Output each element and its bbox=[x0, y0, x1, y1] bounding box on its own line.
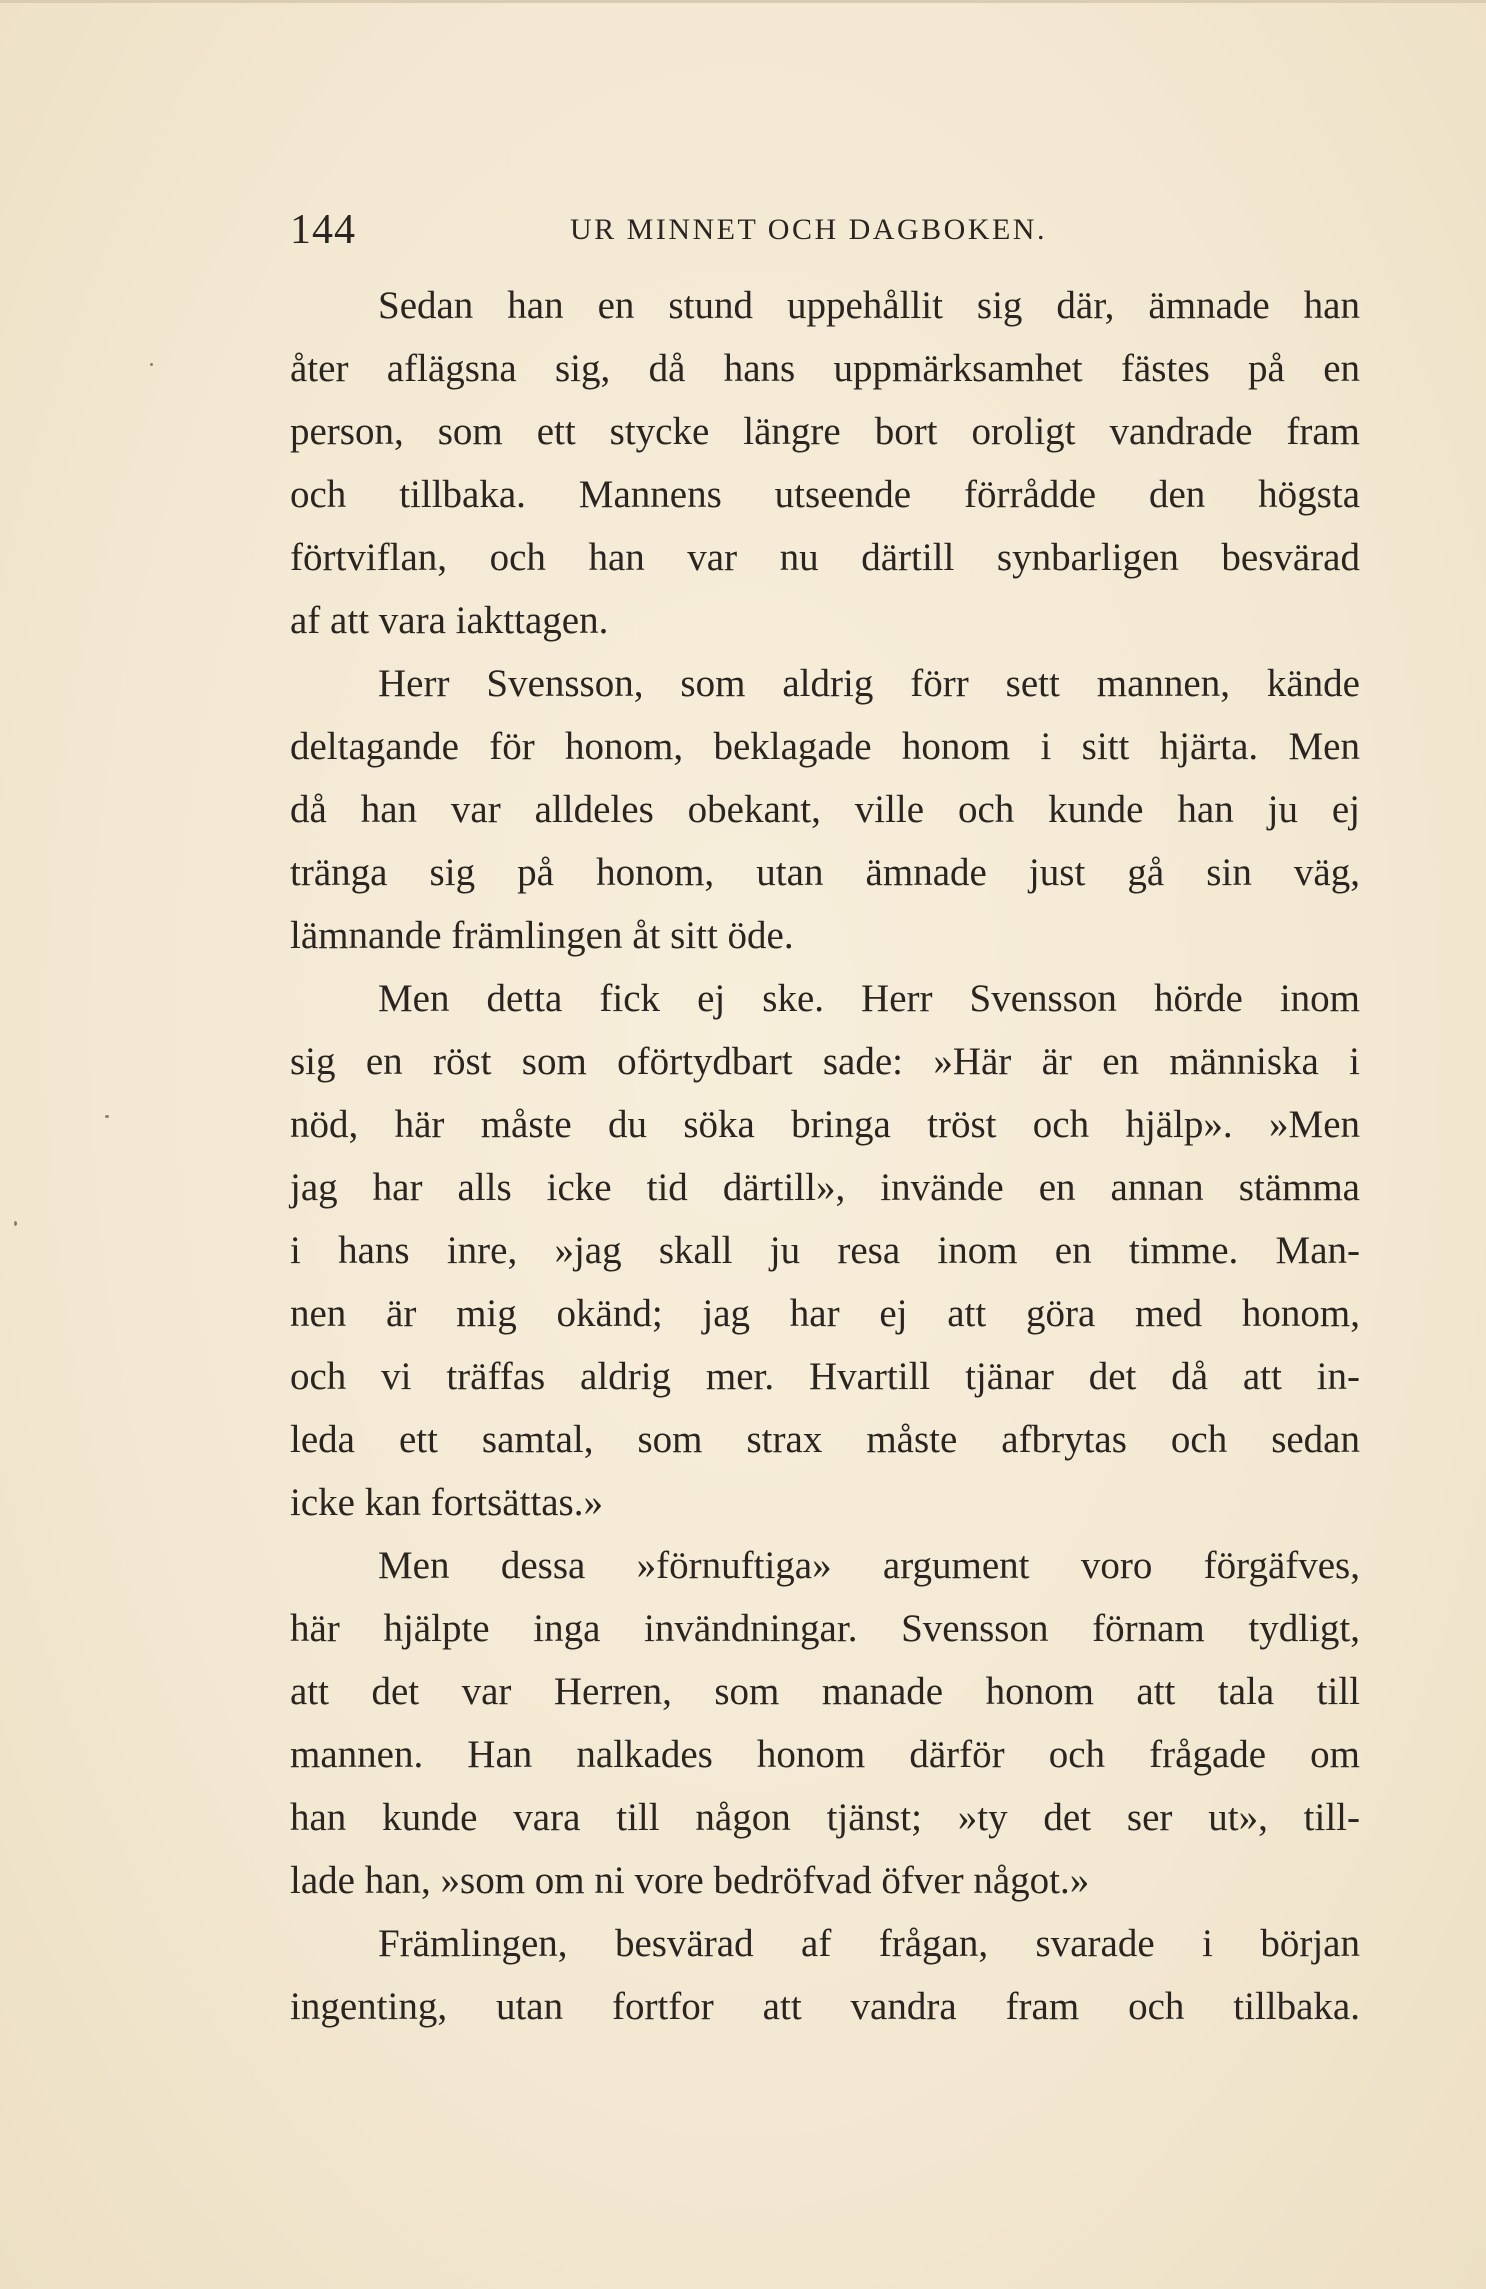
text-line: och vi träffas aldrig mer. Hvartill tjänar det då att in- bbox=[290, 1355, 1360, 1398]
text-line: icke kan fortsättas.» bbox=[290, 1481, 603, 1524]
page-number: 144 bbox=[290, 207, 356, 253]
text-line: Främlingen, besvärad af frågan, svarade i början bbox=[378, 1922, 1360, 1965]
text-line: lämnande främlingen åt sitt öde. bbox=[290, 914, 794, 957]
running-title: UR MINNET OCH DAGBOKEN. bbox=[570, 213, 1047, 246]
text-line: åter aflägsna sig, då hans uppmärksamhet fästes på en bbox=[290, 347, 1360, 390]
text-line: lade han, »som om ni vore bedröfvad öfver något.» bbox=[290, 1859, 1090, 1902]
text-line: då han var alldeles obekant, ville och kunde han ju ej bbox=[290, 788, 1360, 831]
text-line: nen är mig okänd; jag har ej att göra med honom, bbox=[290, 1292, 1360, 1335]
margin-speck bbox=[105, 1115, 109, 1118]
text-line: Men dessa »förnuftiga» argument voro förgäfves, bbox=[378, 1544, 1360, 1587]
text-line: Men detta fick ej ske. Herr Svensson hörde inom bbox=[378, 977, 1360, 1020]
text-line: Sedan han en stund uppehållit sig där, ämnade han bbox=[378, 284, 1360, 327]
text-line: han kunde vara till någon tjänst; »ty det ser ut», till- bbox=[290, 1796, 1360, 1839]
text-line: mannen. Han nalkades honom därför och frågade om bbox=[290, 1733, 1360, 1776]
text-line: Herr Svensson, som aldrig förr sett mannen, kände bbox=[378, 662, 1360, 705]
text-line: leda ett samtal, som strax måste afbrytas och sedan bbox=[290, 1418, 1360, 1461]
text-line: här hjälpte inga invändningar. Svensson förnam tydligt, bbox=[290, 1607, 1360, 1650]
body-text bbox=[290, 274, 1360, 2038]
text-line: deltagande för honom, beklagade honom i sitt hjärta. Men bbox=[290, 725, 1360, 768]
text-line: tränga sig på honom, utan ämnade just gå sin väg, bbox=[290, 851, 1360, 894]
margin-speck bbox=[14, 1221, 17, 1226]
text-line: att det var Herren, som manade honom att tala till bbox=[290, 1670, 1360, 1713]
text-line: nöd, här måste du söka bringa tröst och hjälp». »Men bbox=[290, 1103, 1360, 1146]
text-line: sig en röst som oförtydbart sade: »Här är en människa i bbox=[290, 1040, 1360, 1083]
text-line: jag har alls icke tid därtill», invände en annan stämma bbox=[290, 1166, 1360, 1209]
page-top-edge bbox=[0, 0, 1486, 3]
text-line: person, som ett stycke längre bort oroligt vandrade fram bbox=[290, 410, 1360, 453]
page-header bbox=[290, 200, 1360, 260]
text-line: ingenting, utan fortfor att vandra fram och tillbaka. bbox=[290, 1985, 1360, 2028]
text-line: och tillbaka. Mannens utseende förrådde den högsta bbox=[290, 473, 1360, 516]
margin-speck bbox=[150, 363, 153, 366]
text-line: i hans inre, »jag skall ju resa inom en timme. Man- bbox=[290, 1229, 1360, 1272]
text-line: förtviflan, och han var nu därtill synbarligen besvärad bbox=[290, 536, 1360, 579]
text-line: af att vara iakttagen. bbox=[290, 599, 609, 642]
